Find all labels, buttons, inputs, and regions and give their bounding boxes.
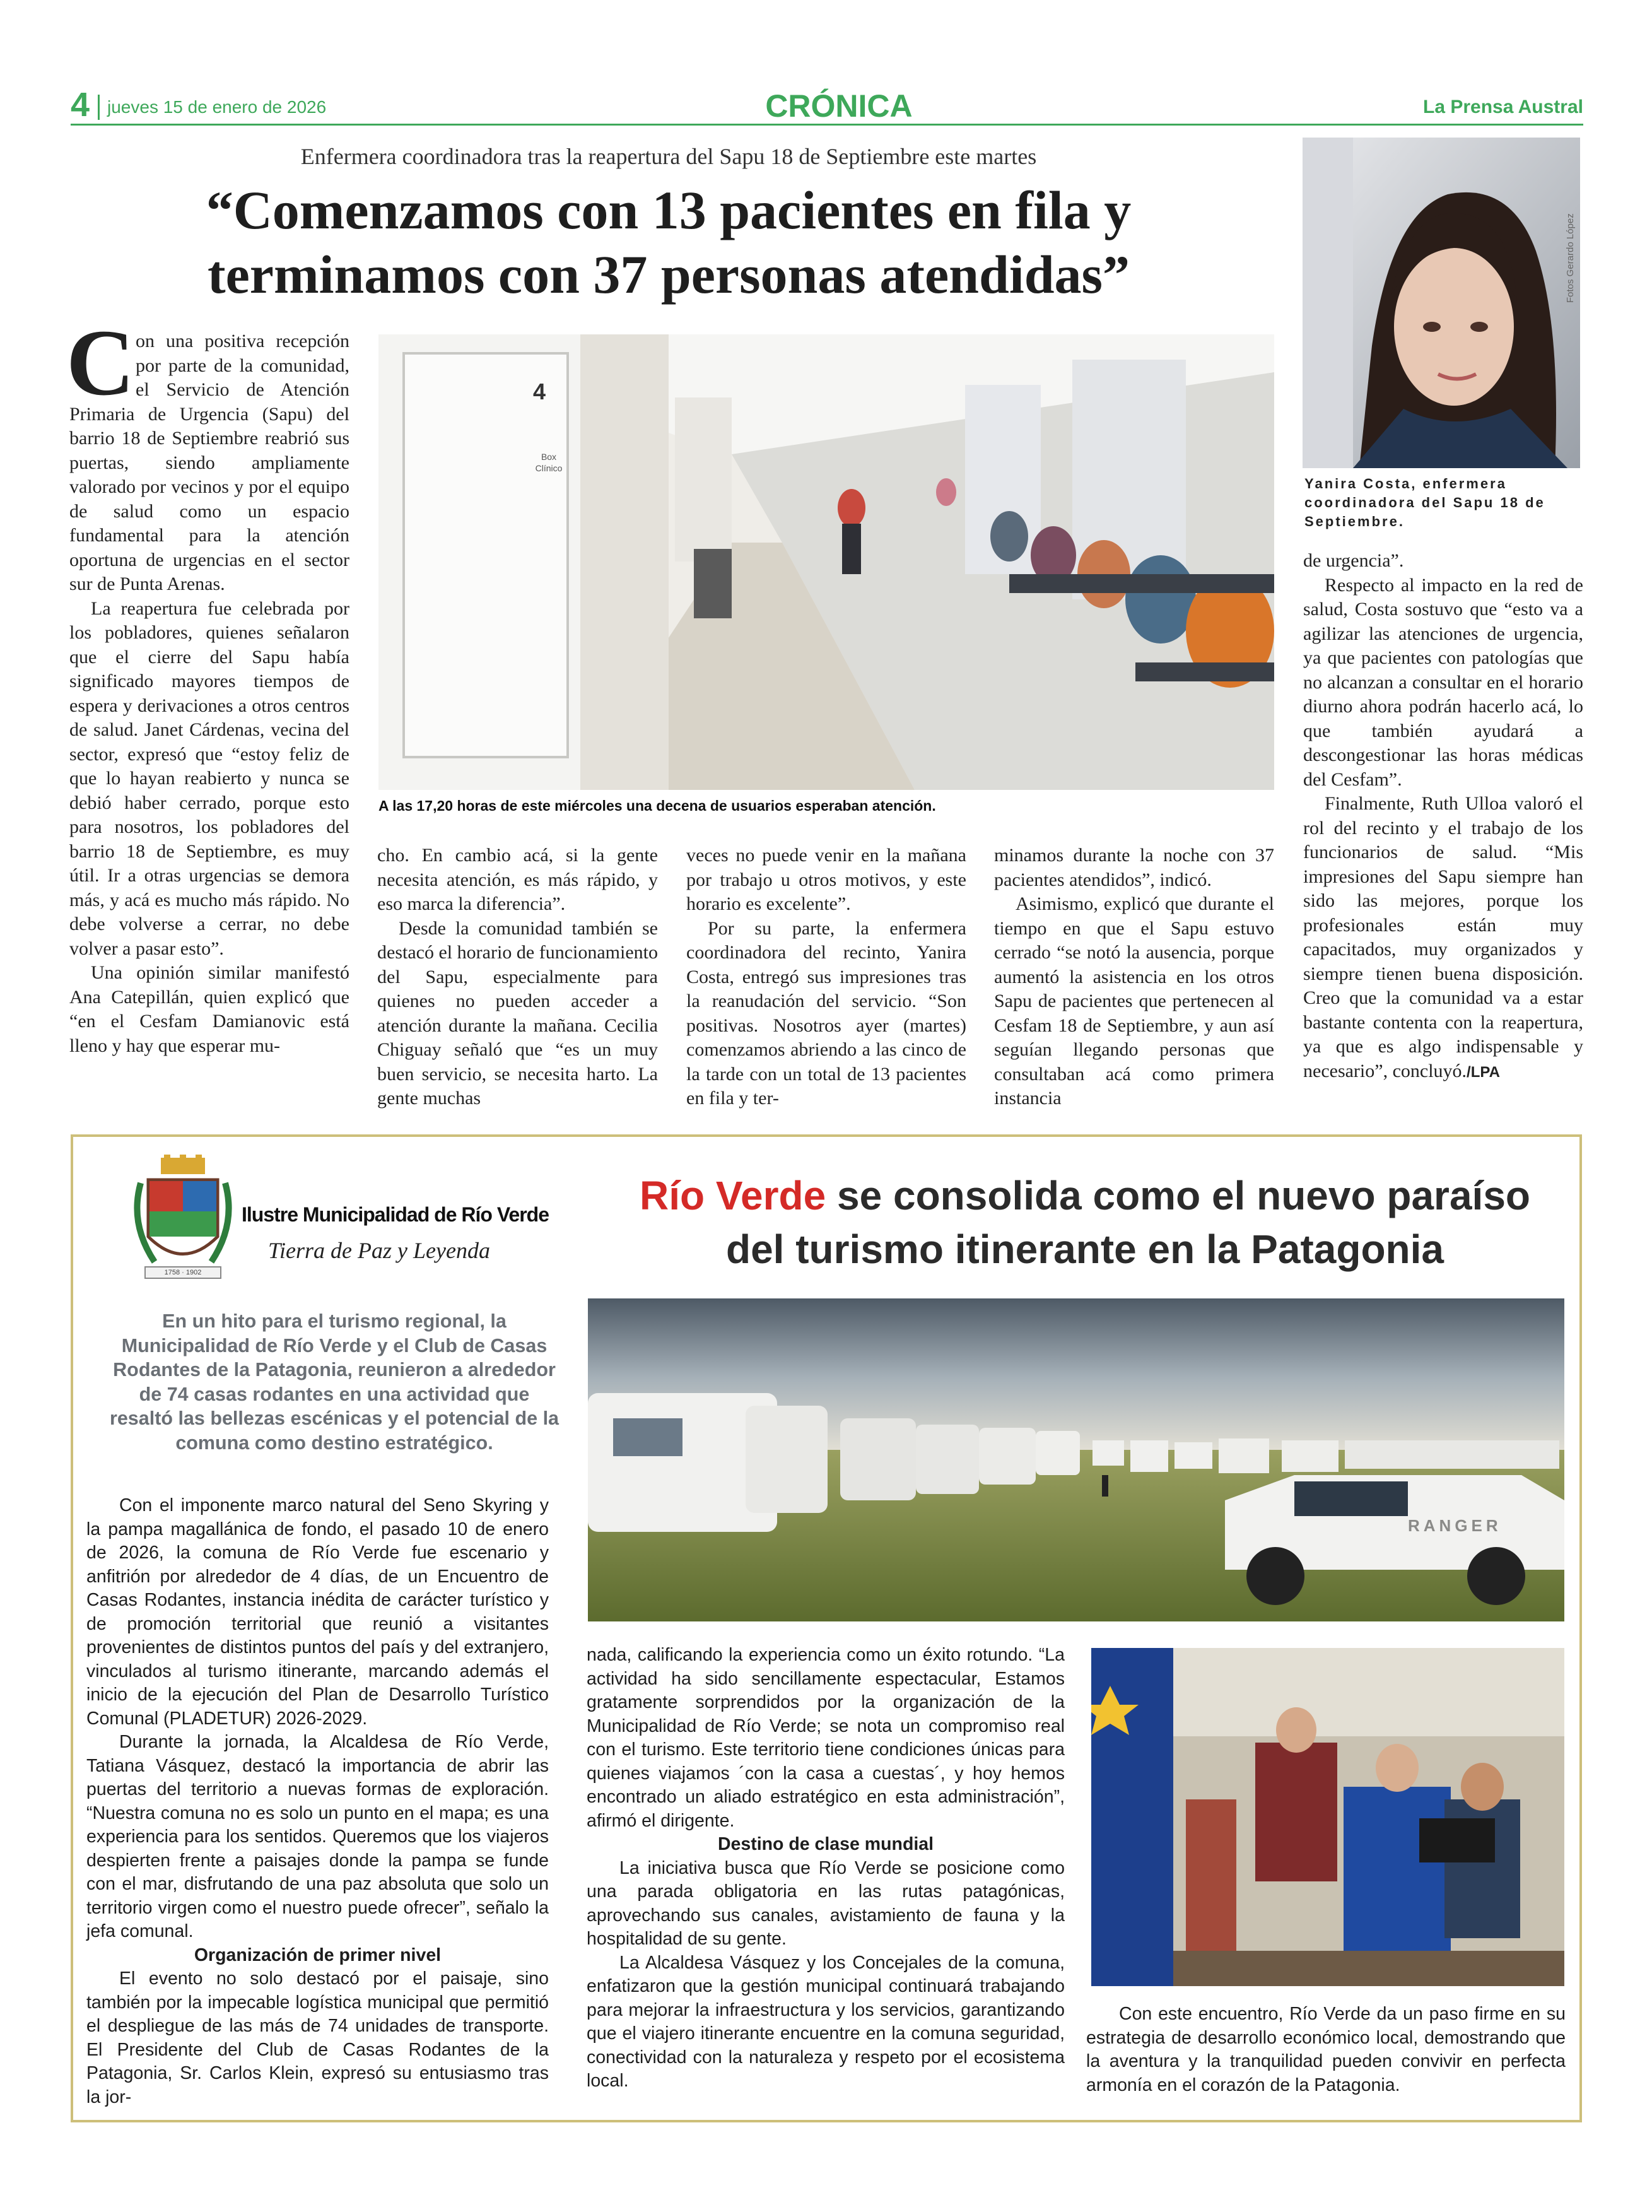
campers-photo: [588, 1298, 1564, 1621]
door-label: Box Clínico: [535, 452, 563, 473]
article2-col2: [587, 1644, 1065, 2093]
dropcap: C: [66, 310, 135, 415]
crest-years: 1758 · 1902: [164, 1269, 202, 1276]
portrait-photo-illustration: [1303, 138, 1580, 468]
article2-col1-p3: El evento no solo destacó por el paisaje, sino también por la impecable logística municipal que permitió el despliegue de las más de 74 unidades de transporte. El Presidente del Club de Casas Rodantes de la Patagonia, Sr. Carlos Klein, expresó su entusiasmo tras la jor-: [86, 1968, 549, 2107]
ceremony-photo: [1091, 1648, 1564, 1986]
page-number-divider: [98, 95, 100, 120]
article1-headline-line2: terminamos con 37 personas atendidas”: [207, 244, 1130, 305]
article1-col4: [994, 844, 1274, 1111]
clinic-hallway-illustration: [378, 334, 1274, 790]
municipality-motto: Tierra de Paz y Leyenda: [268, 1238, 490, 1263]
article2-subhead1: Organización de primer nivel: [194, 1944, 442, 1965]
article2-col2-p2: La iniciativa busca que Río Verde se posicione como una parada obligatoria en las rutas patagónicas, aprovechando sus canales, avistamiento de fauna y la hospitalidad de su gente.: [587, 1857, 1065, 1949]
article1-col1-p2: La reapertura fue celebrada por los pobladores, quienes señalaron que el cierre del Sapu había significado mayores tiempos de espera y derivaciones a otros centros de salud. Janet Cárdenas, vecina del sector, expresó que “estoy feliz de que lo hayan reabierto y nunca se debió haber cerrado, porque esto para nosotros, los pobladores del barrio 18 de Septiembre, es muy útil. Ir a otras urgencias se demora más, y acá es mucho más rápido. No debe volverse a cerrar, no debe volver a pasar esto”.: [69, 597, 349, 959]
article1-col5: [1303, 549, 1583, 1085]
clinic-hallway-photo: [378, 334, 1274, 790]
header-date: jueves 15 de enero de 2026: [107, 97, 327, 117]
door-number: 4: [533, 379, 546, 404]
ceremony-photo-illustration: [1091, 1648, 1564, 1986]
truck-brand: RANGER: [1408, 1516, 1502, 1535]
article2-col3-p1: Con este encuentro, Río Verde da un paso firme en su estrategia de desarrollo económico local, demostrando que la aventura y la tranquilidad pueden convivir en perfecta armonía en el corazón de la Patagonia.: [1086, 2004, 1566, 2095]
article1-headline-line1: “Comenzamos con 13 pacientes en fila y: [206, 180, 1132, 240]
article1-col3: [686, 844, 966, 1111]
municipality-name: Ilustre Municipalidad de Río Verde: [242, 1203, 549, 1226]
article1-col2-p1: cho. En cambio acá, si la gente necesita atención, es más rápido, y eso marca la diferencia”.: [377, 845, 658, 914]
article2-col1: [86, 1494, 549, 2109]
article2-headline-rest: se consolida como el nuevo paraíso: [826, 1173, 1530, 1218]
article1-col2: [377, 844, 658, 1111]
article1-col3-p2: Por su parte, la enfermera coordinadora del recinto, Yanira Costa, entregó sus impresiones tras la reanudación del servicio. “Son positivas. Nosotros ayer (martes) comenzamos abriendo a las cinco de la tarde con un total de 13 pacientes en fila y ter-: [686, 917, 966, 1109]
section-title: CRÓNICA: [765, 88, 913, 124]
header-rule: [71, 124, 1583, 126]
article1-col5-p3-text: Finalmente, Ruth Ulloa valoró el rol del recinto y el trabajo de los funcionarios de salud. “Mis impresiones del Sapu siempre han sido las mejores, porque los profesionales están muy capacitados, muy organizados y siempre tienen buena disposición. Creo que la comunidad va a estar bastante contenta con la reapertura, ya que es algo indispensable y necesario”, concluyó.: [1303, 793, 1583, 1081]
article2-headline-line1: [593, 1170, 1577, 1221]
municipal-crest: [129, 1155, 237, 1287]
article1-col4-p1: minamos durante la noche con 37 pacientes atendidos”, indicó.: [994, 845, 1274, 890]
portrait-caption: Yanira Costa, enfermera coordinadora del Sapu 18 de Septiembre.: [1304, 476, 1545, 529]
article2-headline-line2: del turismo itinerante en la Patagonia: [725, 1227, 1444, 1272]
article1-col2-p2: Desde la comunidad también se destacó el horario de funcionamiento del Sapu, especialmente para quienes no pueden acceder a atención durante la mañana. Cecilia Chiguay señaló que “es un muy buen servicio, se necesita harto. La gente muchas: [377, 917, 658, 1109]
article2-col1-p2: Durante la jornada, la Alcaldesa de Río Verde, Tatiana Vásquez, destacó la importancia de abrir las puertas del territorio a nuevas formas de exploración. “Nuestra comuna no es solo un punto en el mapa; es una experiencia para los sentidos. Queremos que los viajeros despierten frente a paisajes donde la pampa se funde con el mar, disfrutando de una paz absoluta que solo un territorio virgen como el nuestro puede ofrecer”, señalo la jefa comunal.: [86, 1732, 549, 1941]
article1-col5-p1: de urgencia”.: [1303, 550, 1404, 571]
article1-col1-p3: Una opinión similar manifestó Ana Catepillán, quien explicó que “en el Cesfam Damianovic está lleno y hay que esperar mu-: [69, 962, 349, 1056]
article2-headline-red: Río Verde: [640, 1173, 826, 1218]
photo-credit: Fotos Gerardo López: [1565, 213, 1576, 303]
article1-col1: [69, 329, 349, 1058]
article2-col2-p3: La Alcaldesa Vásquez y los Concejales de la comuna, enfatizaron que la gestión municipal continuará trabajando para mejorar la infraestructura y los servicios, garantizando que el viajero itinerante encuentre en la comuna seguridad, conectividad con la naturaleza y respeto por el ecosistema local.: [587, 1952, 1065, 2091]
article1-col1-p1: on una positiva recepción por parte de la comunidad, el Servicio de Atención Primaria de Urgencia (Sapu) del barrio 18 de Septiembre reabrió sus puertas, siendo ampliamente valorado por vecinos y por el equipo de salud como un espacio fundamental para la atención oportuna de urgencias en el sector sur de Punta Arenas.: [69, 331, 349, 594]
crest-icon: [129, 1155, 237, 1287]
article2-lead: En un hito para el turismo regional, la Municipalidad de Río Verde y el Club de Casas Rodantes de la Patagonia, reunieron a alrededor de 74 casas rodantes en una actividad que resaltó las bellezas escénicas y el potencial de la comuna como destino estratégico.: [109, 1310, 559, 1454]
article2-col3: [1086, 2003, 1566, 2097]
article1-col5-p3: [1303, 792, 1583, 1085]
article1-col3-p1: veces no puede venir en la mañana por trabajo u otros motivos, y este horario es excelente”.: [686, 845, 966, 914]
article1-col4-p2: Asimismo, explicó que durante el tiempo en que el Sapu estuvo cerrado “se notó la ausencia, porque aumentó la asistencia en los otros Sapu de pacientes que pertenecen al Cesfam 18 de Septiembre, y aun así seguían llegando personas que consultaban acá como primera instancia: [994, 893, 1274, 1109]
portrait-photo: [1303, 138, 1580, 468]
campers-photo-illustration: [588, 1298, 1564, 1621]
page-number: 4: [71, 86, 90, 124]
photo-caption: A las 17,20 horas de este miércoles una decena de usuarios esperaban atención.: [378, 797, 936, 814]
article1-signature: /LPA: [1467, 1063, 1500, 1081]
article2-col1-p1: Con el imponente marco natural del Seno Skyring y la pampa magallánica de fondo, el pasado 10 de enero de 2026, la comuna de Río Verde fue escenario y anfitrión por alrededor de 4 días, de un Encuentro de Casas Rodantes, instancia inédita de carácter turístico y de promoción territorial que reunió a visitantes provenientes de distintos puntos del país y del extranjero, vinculados al turismo itinerante, marcando además el inicio de la ejecución del Plan de Desarrollo Turístico Comunal (PLADETUR) 2026-2029.: [86, 1495, 549, 1729]
article1-kicker: Enfermera coordinadora tras la reapertura del Sapu 18 de Septiembre este martes: [300, 144, 1037, 169]
newspaper-name: La Prensa Austral: [1423, 97, 1583, 117]
article2-col2-p1: nada, calificando la experiencia como un éxito rotundo. “La actividad ha sido sencillamente espectacular, Estamos gratamente sorprendidos por la organización de la Municipalidad de Río Verde; se nota un compromiso real con el turismo. Este territorio tiene condiciones únicas para quienes viajamos ´con la casa a cuestas´, y hoy hemos encontrado un aliado estratégico en esta administración”, afirmó el dirigente.: [587, 1645, 1065, 1831]
article1-col5-p2: Respecto al impacto en la red de salud, Costa sostuvo que “esto va a agilizar las atenciones de urgencia, ya que pacientes con patologías que no alcanzan a consultar en el horario diurno ahora podrán hacerlo acá, lo que también ayudará a descongestionar las horas médicas del Cesfam”.: [1303, 574, 1583, 790]
article2-subhead2: Destino de clase mundial: [717, 1834, 934, 1854]
